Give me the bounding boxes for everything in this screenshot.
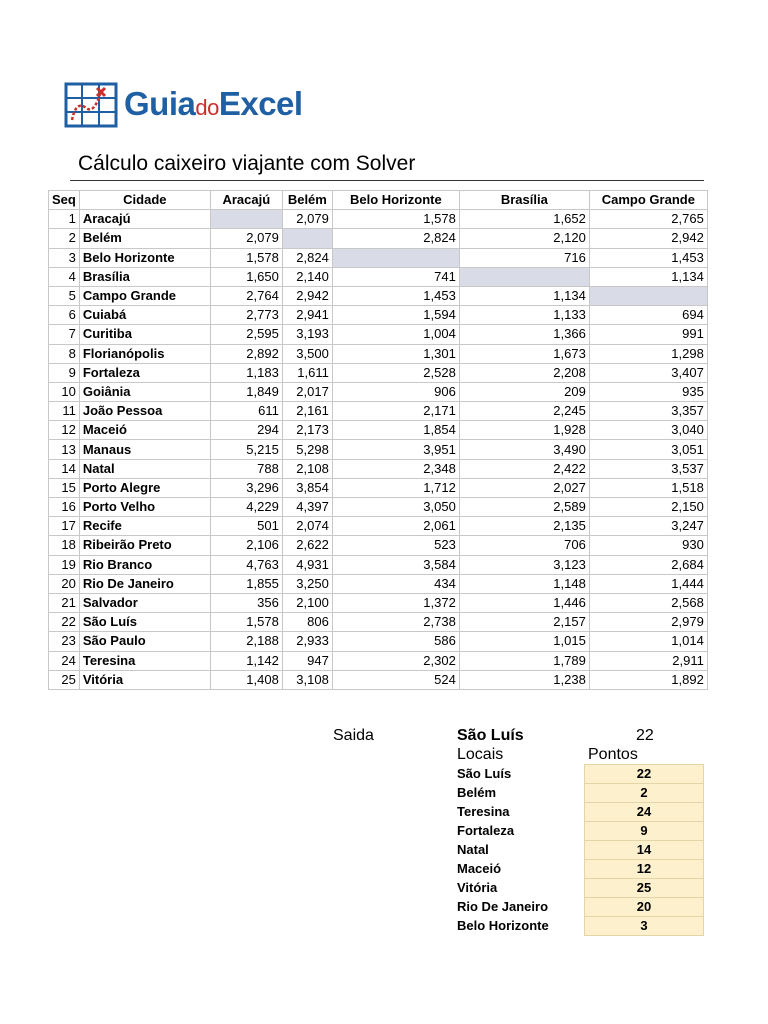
seq-cell[interactable]: 9 — [49, 363, 80, 382]
distance-cell[interactable]: 3,051 — [589, 440, 707, 459]
city-cell[interactable]: Porto Velho — [79, 498, 210, 517]
route-point-cell[interactable]: 22 — [584, 764, 704, 784]
seq-cell[interactable]: 3 — [49, 248, 80, 267]
distance-cell[interactable]: 2,528 — [332, 363, 459, 382]
seq-cell[interactable]: 10 — [49, 382, 80, 401]
route-city: Maceió — [457, 861, 502, 876]
distance-cell[interactable]: 2,161 — [282, 402, 332, 421]
city-cell[interactable]: Natal — [79, 459, 210, 478]
distance-cell[interactable]: 2,942 — [282, 286, 332, 305]
distance-cell[interactable]: 2,568 — [589, 593, 707, 612]
distance-cell[interactable]: 1,134 — [459, 286, 589, 305]
distance-cell[interactable]: 434 — [332, 574, 459, 593]
distance-cell[interactable]: 2,106 — [210, 536, 282, 555]
route-point-list — [584, 764, 704, 936]
city-cell[interactable]: Maceió — [79, 421, 210, 440]
route-city: Belém — [457, 785, 497, 800]
distance-cell[interactable]: 1,789 — [459, 651, 589, 670]
table-row — [49, 306, 708, 325]
table-row — [49, 670, 708, 689]
distance-cell[interactable]: 2,108 — [282, 459, 332, 478]
table-row — [49, 344, 708, 363]
distance-cell[interactable]: 209 — [459, 382, 589, 401]
table-row — [49, 210, 708, 229]
table-row — [49, 498, 708, 517]
table-row — [49, 651, 708, 670]
distance-cell[interactable]: 2,135 — [459, 517, 589, 536]
distance-cell[interactable]: 523 — [332, 536, 459, 555]
table-row — [49, 286, 708, 305]
column-header: Seq — [49, 191, 80, 210]
distance-cell[interactable]: 3,537 — [589, 459, 707, 478]
distance-cell[interactable]: 1,652 — [459, 210, 589, 229]
distance-cell[interactable]: 501 — [210, 517, 282, 536]
distance-cell[interactable]: 3,407 — [589, 363, 707, 382]
distance-cell[interactable]: 1,004 — [332, 325, 459, 344]
diagonal-cell[interactable] — [332, 248, 459, 267]
distance-cell[interactable]: 706 — [459, 536, 589, 555]
distance-cell[interactable]: 294 — [210, 421, 282, 440]
distance-cell[interactable]: 1,578 — [332, 210, 459, 229]
distance-cell[interactable]: 2,684 — [589, 555, 707, 574]
distance-cell[interactable]: 788 — [210, 459, 282, 478]
distance-cell[interactable]: 716 — [459, 248, 589, 267]
table-row — [49, 229, 708, 248]
distance-cell[interactable]: 3,050 — [332, 498, 459, 517]
route-city-list — [457, 764, 549, 935]
distance-cell[interactable]: 2,173 — [282, 421, 332, 440]
distance-cell[interactable]: 2,941 — [282, 306, 332, 325]
route-city: Natal — [457, 842, 489, 857]
distance-cell[interactable]: 2,911 — [589, 651, 707, 670]
city-cell[interactable]: Rio Branco — [79, 555, 210, 574]
distance-cell[interactable]: 3,250 — [282, 574, 332, 593]
distance-cell[interactable]: 3,500 — [282, 344, 332, 363]
spreadsheet-route-icon — [64, 80, 118, 128]
seq-cell[interactable]: 14 — [49, 459, 80, 478]
table-row — [49, 363, 708, 382]
seq-cell[interactable]: 13 — [49, 440, 80, 459]
route-point-cell[interactable]: 12 — [584, 860, 704, 879]
pontos-label: Pontos — [588, 746, 638, 763]
distance-cell[interactable]: 1,712 — [332, 478, 459, 497]
distance-cell[interactable]: 4,763 — [210, 555, 282, 574]
city-cell[interactable]: Florianópolis — [79, 344, 210, 363]
distance-cell[interactable]: 2,074 — [282, 517, 332, 536]
distance-cell[interactable]: 3,357 — [589, 402, 707, 421]
distance-cell[interactable]: 2,079 — [210, 229, 282, 248]
distance-cell[interactable]: 1,134 — [589, 267, 707, 286]
distance-cell[interactable]: 2,208 — [459, 363, 589, 382]
distance-cell[interactable]: 3,296 — [210, 478, 282, 497]
city-cell[interactable]: Teresina — [79, 651, 210, 670]
distance-cell[interactable]: 2,140 — [282, 267, 332, 286]
distance-cell[interactable]: 1,650 — [210, 267, 282, 286]
distance-cell[interactable]: 2,017 — [282, 382, 332, 401]
distance-cell[interactable]: 356 — [210, 593, 282, 612]
table-row — [49, 478, 708, 497]
city-cell[interactable]: Goiânia — [79, 382, 210, 401]
distance-cell[interactable]: 2,764 — [210, 286, 282, 305]
seq-cell[interactable]: 16 — [49, 498, 80, 517]
distance-cell[interactable]: 3,108 — [282, 670, 332, 689]
column-header: Belém — [282, 191, 332, 210]
distance-cell[interactable]: 2,150 — [589, 498, 707, 517]
table-row — [49, 440, 708, 459]
distance-cell[interactable]: 5,298 — [282, 440, 332, 459]
distance-cell[interactable]: 611 — [210, 402, 282, 421]
distance-cell[interactable]: 2,824 — [282, 248, 332, 267]
seq-cell[interactable]: 7 — [49, 325, 80, 344]
distance-cell[interactable]: 2,171 — [332, 402, 459, 421]
route-city: Fortaleza — [457, 823, 515, 838]
city-cell[interactable]: Porto Alegre — [79, 478, 210, 497]
distance-cell[interactable]: 2,595 — [210, 325, 282, 344]
distance-cell[interactable]: 2,933 — [282, 632, 332, 651]
distance-cell[interactable]: 4,229 — [210, 498, 282, 517]
seq-cell[interactable]: 19 — [49, 555, 80, 574]
distance-cell[interactable]: 2,100 — [282, 593, 332, 612]
seq-cell[interactable]: 11 — [49, 402, 80, 421]
route-point-cell[interactable]: 9 — [584, 822, 704, 841]
seq-cell[interactable]: 2 — [49, 229, 80, 248]
saida-label: Saida — [333, 727, 374, 744]
route-point-cell[interactable]: 20 — [584, 898, 704, 917]
table-row — [49, 382, 708, 401]
distance-cell[interactable]: 2,738 — [332, 613, 459, 632]
route-city: Vitória — [457, 880, 498, 895]
seq-cell[interactable]: 6 — [49, 306, 80, 325]
seq-cell[interactable]: 4 — [49, 267, 80, 286]
distance-cell[interactable]: 4,397 — [282, 498, 332, 517]
table-row — [49, 267, 708, 286]
distance-cell[interactable]: 2,979 — [589, 613, 707, 632]
distance-table — [48, 190, 708, 690]
table-row — [49, 325, 708, 344]
distance-cell[interactable]: 1,238 — [459, 670, 589, 689]
distance-cell[interactable]: 3,123 — [459, 555, 589, 574]
distance-cell[interactable]: 5,215 — [210, 440, 282, 459]
seq-cell[interactable]: 22 — [49, 613, 80, 632]
distance-cell[interactable]: 2,061 — [332, 517, 459, 536]
route-city: Rio De Janeiro — [457, 899, 549, 914]
distance-cell[interactable]: 3,193 — [282, 325, 332, 344]
distance-cell[interactable]: 1,849 — [210, 382, 282, 401]
distance-cell[interactable]: 1,855 — [210, 574, 282, 593]
distance-cell[interactable]: 1,183 — [210, 363, 282, 382]
distance-cell[interactable]: 524 — [332, 670, 459, 689]
distance-cell[interactable]: 2,245 — [459, 402, 589, 421]
distance-cell[interactable]: 2,942 — [589, 229, 707, 248]
table-row — [49, 402, 708, 421]
distance-cell[interactable]: 1,594 — [332, 306, 459, 325]
distance-cell[interactable]: 1,142 — [210, 651, 282, 670]
distance-cell[interactable]: 1,298 — [589, 344, 707, 363]
seq-cell[interactable]: 25 — [49, 670, 80, 689]
distance-cell[interactable]: 1,673 — [459, 344, 589, 363]
diagonal-cell[interactable] — [589, 286, 707, 305]
column-header: Cidade — [79, 191, 210, 210]
city-cell[interactable]: Fortaleza — [79, 363, 210, 382]
city-cell[interactable]: São Paulo — [79, 632, 210, 651]
seq-cell[interactable]: 23 — [49, 632, 80, 651]
seq-cell[interactable]: 17 — [49, 517, 80, 536]
distance-cell[interactable]: 1,148 — [459, 574, 589, 593]
distance-cell[interactable]: 1,015 — [459, 632, 589, 651]
city-cell[interactable]: Rio De Janeiro — [79, 574, 210, 593]
distance-cell[interactable]: 1,301 — [332, 344, 459, 363]
city-cell[interactable]: Brasília — [79, 267, 210, 286]
distance-cell[interactable]: 586 — [332, 632, 459, 651]
table-row — [49, 613, 708, 632]
table-row — [49, 536, 708, 555]
distance-cell[interactable]: 930 — [589, 536, 707, 555]
distance-cell[interactable]: 2,302 — [332, 651, 459, 670]
distance-cell[interactable]: 3,854 — [282, 478, 332, 497]
distance-cell[interactable]: 2,027 — [459, 478, 589, 497]
distance-cell[interactable]: 2,079 — [282, 210, 332, 229]
city-cell[interactable]: Belo Horizonte — [79, 248, 210, 267]
city-cell[interactable]: Curitiba — [79, 325, 210, 344]
distance-cell[interactable]: 2,422 — [459, 459, 589, 478]
distance-cell[interactable]: 3,584 — [332, 555, 459, 574]
distance-cell[interactable]: 1,372 — [332, 593, 459, 612]
city-cell[interactable]: Belém — [79, 229, 210, 248]
diagonal-cell[interactable] — [459, 267, 589, 286]
table-row — [49, 574, 708, 593]
distance-cell[interactable]: 1,453 — [332, 286, 459, 305]
seq-cell[interactable]: 15 — [49, 478, 80, 497]
route-city: São Luís — [457, 766, 512, 781]
city-cell[interactable]: Ribeirão Preto — [79, 536, 210, 555]
city-cell[interactable]: Campo Grande — [79, 286, 210, 305]
distance-cell[interactable]: 1,578 — [210, 248, 282, 267]
distance-cell[interactable]: 2,348 — [332, 459, 459, 478]
distance-cell[interactable]: 2,824 — [332, 229, 459, 248]
table-row — [49, 517, 708, 536]
title-underline — [70, 180, 704, 181]
table-row — [49, 632, 708, 651]
seq-cell[interactable]: 5 — [49, 286, 80, 305]
distance-cell[interactable]: 2,622 — [282, 536, 332, 555]
distance-cell[interactable]: 947 — [282, 651, 332, 670]
distance-cell[interactable]: 1,133 — [459, 306, 589, 325]
seq-cell[interactable]: 20 — [49, 574, 80, 593]
logo-wordmark: GuiadoExcel — [124, 85, 303, 122]
column-header: Belo Horizonte — [332, 191, 459, 210]
column-header: Campo Grande — [589, 191, 707, 210]
route-point-cell[interactable]: 25 — [584, 879, 704, 898]
distance-cell[interactable]: 991 — [589, 325, 707, 344]
route-city: Teresina — [457, 804, 510, 819]
distance-cell[interactable]: 3,490 — [459, 440, 589, 459]
table-row — [49, 421, 708, 440]
distance-cell[interactable]: 741 — [332, 267, 459, 286]
table-row — [49, 459, 708, 478]
table-row — [49, 555, 708, 574]
route-point-cell[interactable]: 3 — [584, 917, 704, 936]
distance-cell[interactable]: 806 — [282, 613, 332, 632]
city-cell[interactable]: Manaus — [79, 440, 210, 459]
distance-cell[interactable]: 2,765 — [589, 210, 707, 229]
route-city: Belo Horizonte — [457, 918, 549, 933]
distance-cell[interactable]: 1,444 — [589, 574, 707, 593]
saida-city: São Luís — [457, 727, 524, 744]
city-cell[interactable]: Aracajú — [79, 210, 210, 229]
distance-cell[interactable]: 1,446 — [459, 593, 589, 612]
distance-cell[interactable]: 1,453 — [589, 248, 707, 267]
distance-cell[interactable]: 2,589 — [459, 498, 589, 517]
distance-cell[interactable]: 1,366 — [459, 325, 589, 344]
distance-cell[interactable]: 1,611 — [282, 363, 332, 382]
distance-cell[interactable]: 1,892 — [589, 670, 707, 689]
distance-cell[interactable]: 3,247 — [589, 517, 707, 536]
distance-cell[interactable]: 1,014 — [589, 632, 707, 651]
locais-label: Locais — [457, 746, 504, 763]
table-row — [49, 248, 708, 267]
route-point-cell[interactable]: 24 — [584, 803, 704, 822]
city-cell[interactable]: Salvador — [79, 593, 210, 612]
distance-cell[interactable]: 2,120 — [459, 229, 589, 248]
seq-cell[interactable]: 12 — [49, 421, 80, 440]
city-cell[interactable]: João Pessoa — [79, 402, 210, 421]
city-cell[interactable]: São Luís — [79, 613, 210, 632]
distance-cell[interactable]: 1,854 — [332, 421, 459, 440]
diagonal-cell[interactable] — [210, 210, 282, 229]
distance-cell[interactable]: 3,951 — [332, 440, 459, 459]
distance-cell[interactable]: 2,157 — [459, 613, 589, 632]
distance-cell[interactable]: 4,931 — [282, 555, 332, 574]
page-title: Cálculo caixeiro viajante com Solver — [78, 152, 416, 175]
seq-cell[interactable]: 1 — [49, 210, 80, 229]
city-cell[interactable]: Cuiabá — [79, 306, 210, 325]
city-cell[interactable]: Vitória — [79, 670, 210, 689]
route-point-cell[interactable]: 14 — [584, 841, 704, 860]
table-header-row — [49, 191, 708, 210]
distance-cell[interactable]: 2,773 — [210, 306, 282, 325]
seq-cell[interactable]: 21 — [49, 593, 80, 612]
distance-cell[interactable]: 2,892 — [210, 344, 282, 363]
distance-cell[interactable]: 694 — [589, 306, 707, 325]
diagonal-cell[interactable] — [282, 229, 332, 248]
route-point-cell[interactable]: 2 — [584, 784, 704, 803]
distance-cell[interactable]: 1,578 — [210, 613, 282, 632]
seq-cell[interactable]: 8 — [49, 344, 80, 363]
distance-cell[interactable]: 906 — [332, 382, 459, 401]
distance-cell[interactable]: 3,040 — [589, 421, 707, 440]
guiadoexcel-logo — [64, 78, 344, 132]
distance-cell[interactable]: 1,518 — [589, 478, 707, 497]
city-cell[interactable]: Recife — [79, 517, 210, 536]
distance-cell[interactable]: 935 — [589, 382, 707, 401]
distance-cell[interactable]: 2,188 — [210, 632, 282, 651]
seq-cell[interactable]: 24 — [49, 651, 80, 670]
table-row — [49, 593, 708, 612]
seq-cell[interactable]: 18 — [49, 536, 80, 555]
distance-cell[interactable]: 1,408 — [210, 670, 282, 689]
distance-cell[interactable]: 1,928 — [459, 421, 589, 440]
saida-value: 22 — [636, 727, 654, 744]
column-header: Brasília — [459, 191, 589, 210]
column-header: Aracajú — [210, 191, 282, 210]
